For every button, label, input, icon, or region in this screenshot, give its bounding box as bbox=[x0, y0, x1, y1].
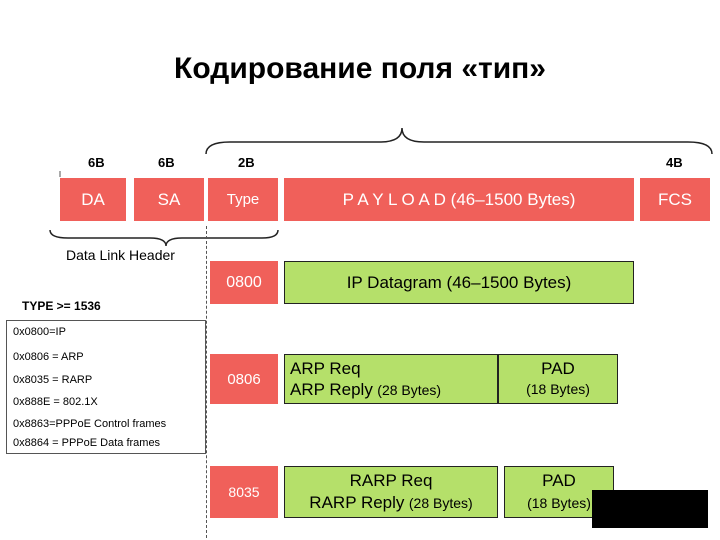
ip-datagram-box: IP Datagram (46–1500 Bytes) bbox=[284, 261, 634, 304]
rarp-reply-line bbox=[309, 492, 472, 515]
rarp-reply-label: RARP Reply bbox=[309, 492, 405, 512]
frame-fcs: FCS bbox=[640, 178, 710, 221]
size-label-fcs: 4B bbox=[666, 155, 683, 170]
type-value-8021x: 0x888E = 802.1X bbox=[13, 396, 98, 408]
frame-sa: SA bbox=[134, 178, 204, 221]
type-values-box bbox=[6, 320, 206, 454]
rarp-pad-label: PAD bbox=[542, 471, 576, 490]
arp-pad-box bbox=[498, 354, 618, 404]
arp-pad-bytes: (18 Bytes) bbox=[526, 381, 590, 397]
frame-payload: P A Y L O A D (46–1500 Bytes) bbox=[284, 178, 634, 221]
type-value-arp: 0x0806 = ARP bbox=[13, 351, 84, 363]
arp-req-label: ARP Req bbox=[290, 358, 361, 378]
black-block bbox=[592, 490, 708, 528]
rarp-reply-bytes: (28 Bytes) bbox=[408, 494, 473, 511]
rarp-type-code: 8035 bbox=[210, 466, 278, 518]
header-label: Data Link Header bbox=[66, 247, 175, 263]
arp-reply-line bbox=[290, 379, 441, 401]
rarp-pad-bytes: (18 Bytes) bbox=[527, 495, 591, 511]
type-value-pppoe-data: 0x8864 = PPPoE Data frames bbox=[13, 437, 161, 449]
frame-type: Type bbox=[208, 178, 278, 221]
type-threshold: TYPE >= 1536 bbox=[22, 299, 101, 313]
divider-line bbox=[206, 226, 207, 538]
size-label-da: 6B bbox=[88, 155, 105, 170]
size-label-sa: 6B bbox=[158, 155, 175, 170]
type-value-pppoe-control: 0x8863=PPPoE Control frames bbox=[13, 418, 167, 430]
page-title: Кодирование поля «тип» bbox=[174, 52, 546, 85]
arp-reply-bytes: (28 Bytes) bbox=[377, 381, 442, 398]
frame-da: DA bbox=[60, 178, 126, 221]
size-label-type: 2B bbox=[238, 155, 255, 170]
payload-brace bbox=[206, 128, 712, 154]
arp-message-box bbox=[284, 354, 498, 404]
arp-reply-label: ARP Reply bbox=[290, 379, 373, 399]
ip-type-code: 0800 bbox=[210, 261, 278, 304]
rarp-req-label: RARP Req bbox=[349, 470, 433, 490]
type-value-ip: 0x0800=IP bbox=[13, 326, 66, 338]
header-brace bbox=[50, 230, 278, 246]
rarp-message-box bbox=[284, 466, 498, 518]
arp-type-code: 0806 bbox=[210, 354, 278, 404]
arp-pad-label: PAD bbox=[541, 359, 575, 378]
type-value-rarp: 0x8035 = RARP bbox=[13, 374, 93, 386]
